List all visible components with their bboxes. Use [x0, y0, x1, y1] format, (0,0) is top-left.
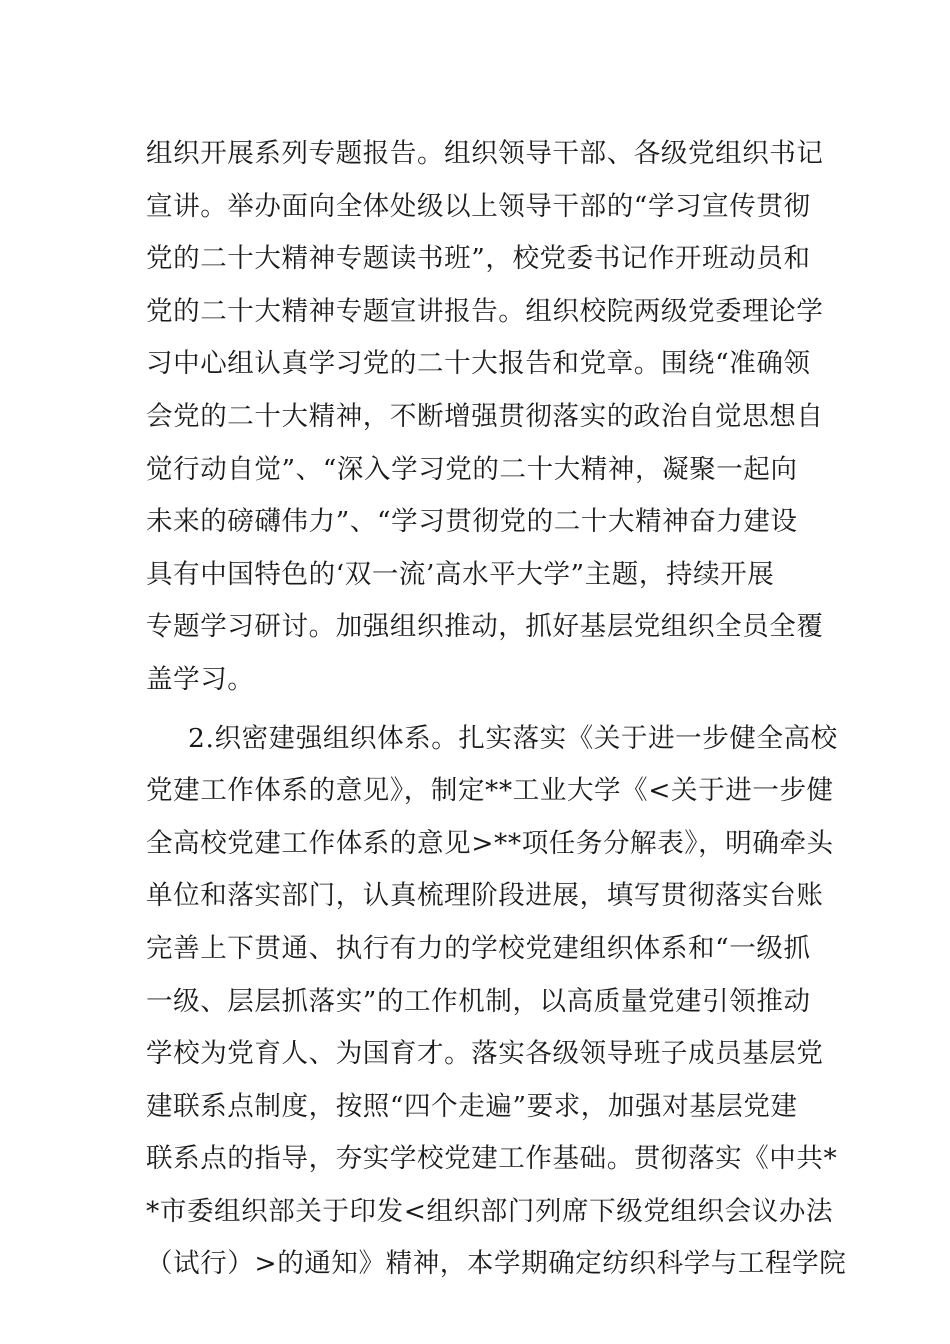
paragraph-2: [146, 713, 847, 1292]
document-body: [146, 128, 847, 1291]
text-line: （试行）>的通知》精神，本学期确定纺织科学与工程学院: [146, 1248, 847, 1280]
text-line: *市委组织部关于印发<组织部门列席下级党组织会议办法: [146, 1195, 834, 1227]
paragraph-1: [146, 128, 824, 707]
text-line: 习中心组认真学习党的二十大报告和党章。围绕“准确领: [146, 348, 811, 380]
text-line: 具有中国特色的‘双一流’高水平大学”主题，持续开展: [146, 558, 775, 590]
text-line: 完善上下贯通、执行有力的学校党建组织体系和“一级抓: [146, 932, 811, 964]
text-line: 专题学习研讨。加强组织推动，抓好基层党组织全员全覆: [146, 611, 824, 643]
text-line: 盖学习。: [146, 663, 255, 695]
text-line: 全高校党建工作体系的意见>**项任务分解表》，明确牵头: [146, 827, 834, 859]
text-line-first: 2.织密建强组织体系。扎实落实《关于进一步健全高校: [188, 722, 838, 754]
text-line: 组织开展系列专题报告。组织领导干部、各级党组织书记: [146, 138, 824, 169]
text-line: 单位和落实部门，认真梳理阶段进展，填写贯彻落实台账: [146, 880, 824, 912]
text-line: 会党的二十大精神，不断增强贯彻落实的政治自觉思想自: [146, 400, 824, 432]
text-line: 觉行动自觉”、“深入学习党的二十大精神，凝聚一起向: [146, 453, 798, 485]
text-line: 党建工作体系的意见》，制定**工业大学《<关于进一步健: [146, 775, 834, 807]
text-line: 党的二十大精神专题宣讲报告。组织校院两级党委理论学: [146, 295, 824, 327]
text-line: 联系点的指导，夯实学校党建工作基础。贯彻落实《中共*: [146, 1143, 838, 1175]
text-line: 一级、层层抓落实”的工作机制，以高质量党建引领推动: [146, 985, 811, 1017]
text-line: 学校为党育人、为国育才。落实各级领导班子成员基层党: [146, 1038, 824, 1070]
text-line: 未来的磅礴伟力”、“学习贯彻党的二十大精神奋力建设: [146, 506, 798, 538]
text-line: 建联系点制度，按照“四个走遍”要求，加强对基层党建: [146, 1090, 798, 1122]
text-line: 宣讲。举办面向全体处级以上领导干部的“学习宣传贯彻: [146, 190, 811, 222]
text-line: 党的二十大精神专题读书班”，校党委书记作开班动员和: [146, 243, 811, 275]
